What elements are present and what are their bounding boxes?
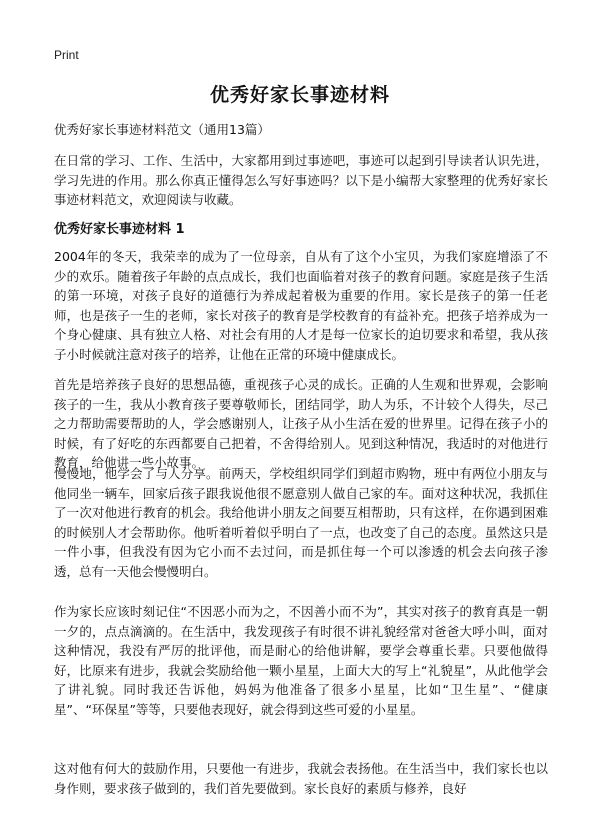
document-subtitle: 优秀好家长事迹材料范文（通用13篇） — [54, 122, 270, 137]
section-heading: 优秀好家长事迹材料 1 — [54, 222, 185, 237]
document-title: 优秀好家长事迹材料 — [209, 84, 390, 106]
body-paragraph-2: 首先是培养孩子良好的思想品德，重视孩子心灵的成长。正确的人生观和世界观，会影响孩子的一生，我从小教育孩子要尊敬师长，团结同学，助人为乐，不计较个人得失，尽己之力帮助需要帮助的人，学会感谢别人，让孩子从小生活在爱的世界里。记得在孩子小的时候，有了好吃的东西都要自己把着，不舍得给别人。见到这种情况，我适时的对他进行教育，给他讲一些小故事。 — [54, 377, 548, 471]
body-paragraph-3: 慢慢地，他学会了与人分享。前两天，学校组织同学们到超市购物，班中有两位小朋友与他同坐一辆车，回家后孩子跟我说他很不愿意别人做自己家的车。面对这种状况，我抓住了一次对他进行教育的机会。我给他讲小朋友之间要互相帮助，只有这样，在你遇到困难的时候别人才会帮助你。他听着听着似乎明白了一点，也改变了自己的态度。虽然这只是一件小事，但我没有因为它小而不去过问，而是抓住每一个可以渗透的机会去向孩子渗透，总有一天他会慢慢明白。 — [54, 466, 548, 579]
intro-paragraph: 在日常的学习、工作、生活中，大家都用到过事迹吧，事迹可以起到引导读者认识先进，学习先进的作用。那么你真正懂得怎么写好事迹吗？以下是小编帮大家整理的优秀好家长事迹材料范文，欢迎阅读与收藏。 — [54, 153, 548, 208]
body-paragraph-4: 作为家长应该时刻记住“不因恶小而为之，不因善小而不为”，其实对孩子的教育真是一朝一夕的，点点滴滴的。在生活中，我发现孩子有时很不讲礼貌经常对爸爸大呼小叫，面对这种情况，我没有严厉的批评他，而是耐心的给他讲解，要学会尊重长辈。只要他做得好，比原来有进步，我就会奖励给他一颗小星星，上面大大的写上“礼貌星”，从此他学会了讲礼貌。同时我还告诉他，妈妈为他准备了很多小星星，比如“卫生星”、“健康星”、“环保星”等等，只要他表现好，就会得到这些可爱的小星星。 — [54, 604, 548, 717]
body-paragraph-1: 2004年的冬天，我荣幸的成为了一位母亲，自从有了这个小宝贝，为我们家庭增添了不少的欢乐。随着孩子年龄的点点成长，我们也面临着对孩子的教育问题。家庭是孩子生活的第一环境，对孩子良好的道德行为养成起着极为重要的作用。家长是孩子的第一任老师，也是孩子一生的老师，家长对孩子的教育是学校教育的有益补充。把孩子培养成为一个身心健康、具有独立人格、对社会有用的人才是每一位家长的迫切要求和希望，我从孩子小时候就注意对孩子的培养，让他在正常的环境中健康成长。 — [54, 249, 548, 362]
body-paragraph-5: 这对他有何大的鼓励作用，只要他一有进步，我就会表扬他。在生活当中，我们家长也以身作则，要求孩子做到的，我们首先要做到。家长良好的素质与修养，良好 — [54, 761, 548, 796]
print-link[interactable]: Print — [54, 48, 79, 62]
